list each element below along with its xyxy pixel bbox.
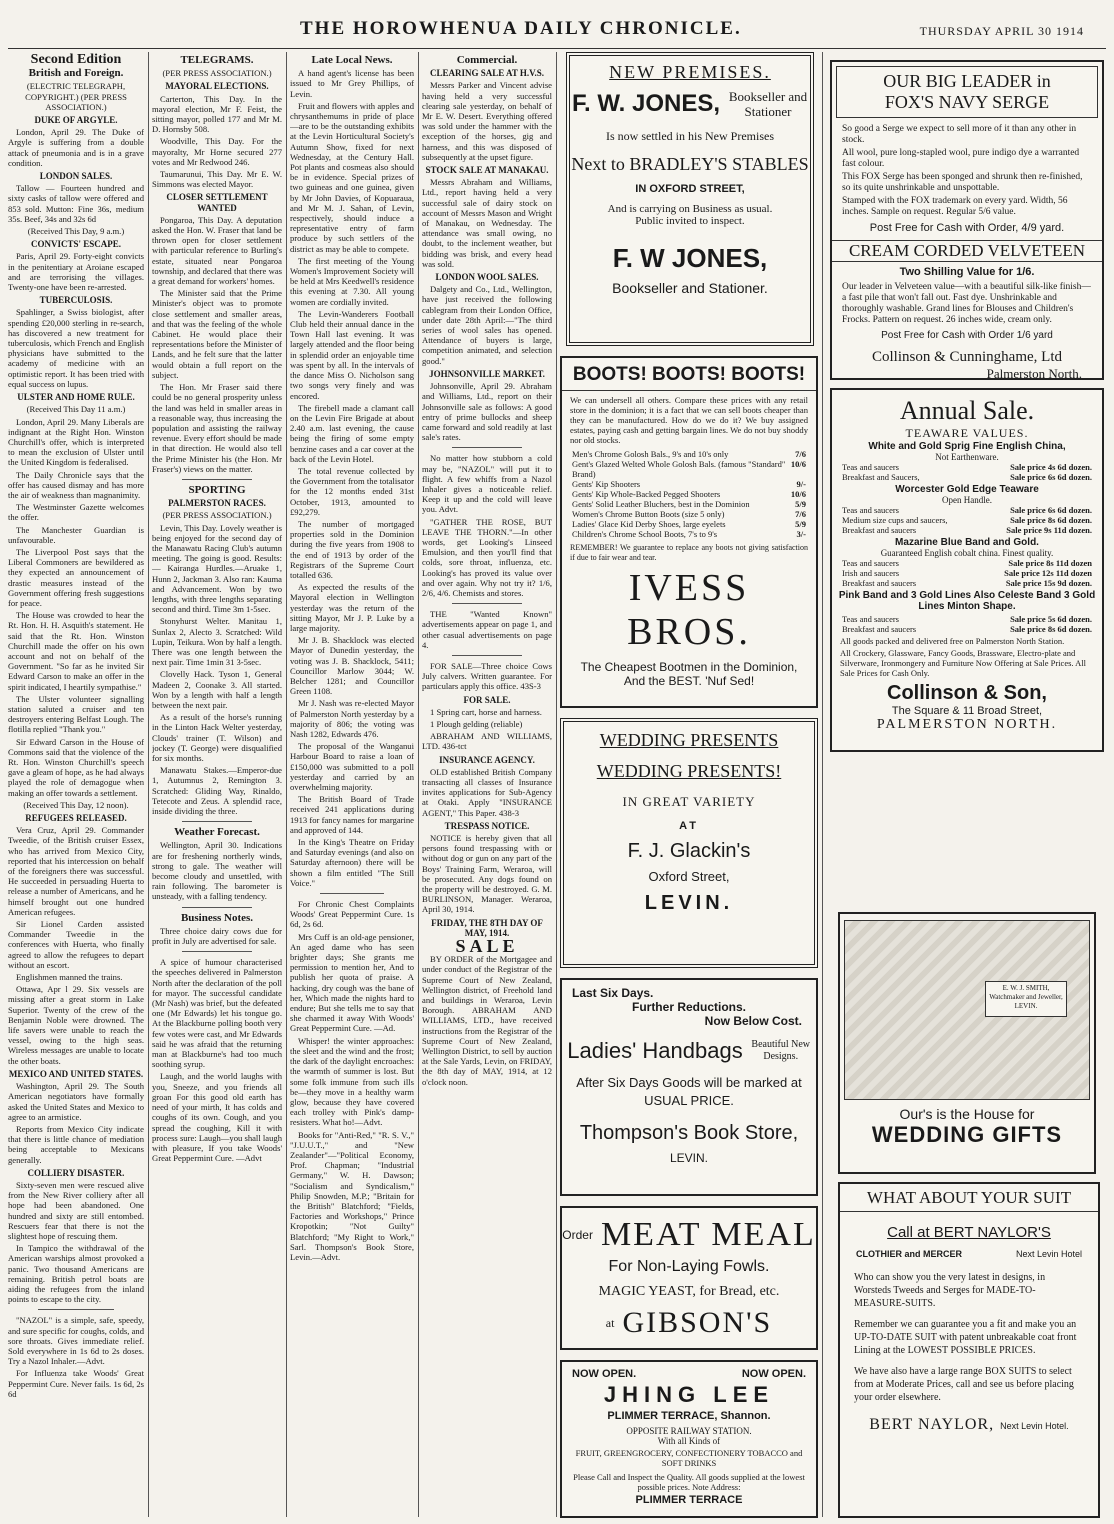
article-text: Clovelly Hack. Tyson 1, General Madeen 2, Coonake 3. All started. Won by a length with half a length between the next pair. bbox=[152, 669, 282, 710]
ad-text: White and Gold Sprig Fine English China, bbox=[868, 441, 1066, 452]
article-text: Washington, April 29. The South American negotiators have formally asked the United States and Mexico to agree to an armistice. bbox=[8, 1081, 144, 1122]
section-heading: TELEGRAMS. bbox=[180, 54, 254, 66]
price-item: Medium size cups and saucers, bbox=[842, 515, 948, 525]
article-text: The first meeting of the Young Women's Improvement Society will be held at Mrs Keedwell's residence this evening at 7.30. All young women are cordially invited. bbox=[290, 255, 414, 307]
article-heading: REFUGEES RELEASED. bbox=[25, 813, 127, 824]
ad-ewj-smith-wedding-gifts bbox=[838, 912, 1096, 1174]
price-value: 9/- bbox=[796, 479, 806, 489]
article-heading: LONDON SALES. bbox=[39, 171, 113, 182]
ad-heading: WEDDING PRESENTS! bbox=[596, 761, 782, 781]
article-text: As expected the results of the Mayoral election in Wellington yesterday was the return of the sitting Mayor, Mr J. P. Luke by a large majority. bbox=[290, 582, 414, 633]
masthead bbox=[0, 18, 1114, 48]
advertisement-text: Books for "Anti-Red," "R. S. V.," "J.U.U.T.," and "New Zealander"—"Political Economy, Prof. Chapman; "Industrial Germany," W. H. Dawson; "Socialism and Syndicalism," Philip Snowden, M.P.; "Britain for the British" Blatchford; "Fields, Factories and Workshops," Prince Kropotkin; "Not Guilty" Blatchford; "My Right to Work," Sarl. Thompson's Book Store, Levin.—Advt. bbox=[290, 1129, 414, 1262]
ad-heading: Annual Sale. bbox=[899, 396, 1035, 425]
ad-headline: Ladies' Handbags bbox=[567, 1038, 743, 1063]
article-text: In the King's Theatre on Friday and Saturday evenings (and also on Saturday afternoon) there will be shown a film entitled "The Still Voice." bbox=[290, 837, 414, 888]
article-text: Manawatu Stakes.—Emperor-due 1, Autumnus 2, Remington 3. Scratched: Gliding Way, Rinaldo, Tetecote and Zeus. A splendid race, inside dividing the three. bbox=[152, 765, 282, 817]
price-value: Sale price 8s 6d dozen. bbox=[1010, 624, 1092, 634]
price-row bbox=[562, 489, 816, 499]
divider bbox=[452, 603, 522, 604]
price-item: Gents' Kip Whole-Backed Pegged Shooters bbox=[572, 489, 721, 499]
article-text: Three choice dairy cows due for profit in July are advertised for sale. bbox=[152, 925, 282, 947]
article-text: Johnsonville, April 29. Abraham and Williams, Ltd., report on their Johnsonville sale as follows: A good entry of prime bullocks and sheep came forward and sold readily at last sale's rates. bbox=[422, 381, 552, 443]
ad-text: Beautiful New Designs. bbox=[751, 1039, 811, 1062]
ad-subtitle: Bookseller and Stationer bbox=[728, 89, 808, 119]
article-heading: ULSTER AND HOME RULE. bbox=[17, 392, 135, 403]
ad-text: Worcester Gold Edge Teaware bbox=[895, 484, 1039, 495]
price-value: Sale price 8s 11d dozen bbox=[1008, 558, 1092, 568]
ad-thompsons-handbags bbox=[560, 978, 818, 1196]
price-row bbox=[832, 558, 1102, 568]
price-row bbox=[832, 515, 1102, 525]
price-value: Sale price 8s 6d dozen. bbox=[1010, 515, 1092, 525]
price-list bbox=[562, 449, 816, 539]
section-heading: Commercial. bbox=[456, 54, 518, 66]
ad-text: Next Levin Hotel. bbox=[1000, 1421, 1069, 1431]
article-text: Messrs Abraham and Williams, Ltd., report having held a very successful sale of dairy stock on account of Messrs Mason and Wright of Manakau, on Wednesday. The attendance was small owing, no doubt, to the inclement weather, but bidding was brisk, and every head was sold. bbox=[422, 177, 552, 269]
classified-text: FOR SALE—Three choice Cows July calvers. Written guarantee. For particulars apply this office. 43S-3 bbox=[422, 660, 552, 692]
article-text: Reports from Mexico City indicate that there is little chance of mediation being acceptable to Mexicans generally. bbox=[8, 1123, 144, 1165]
price-item: Breakfast and Saucers, bbox=[842, 472, 920, 482]
article-text: The Minister said that the Prime Minister's object was to promote close settlement and smaller areas, and that was the feeling of the whole Cabinet. He would place their representations before the Minister of Lands, and he felt sure that the latter would obtain a full report on the subject. bbox=[152, 288, 282, 380]
article-text: Laugh, and the world laughs with you, Sneeze, and you friends all groan For this good old earth has need of your mirth, It has colds and coughs of its own. Cough, and you spread the coughing, Kill it with process sure: Laugh—you shall laugh with pleasure, If you take Woods' Great Peppermint Cure. —Advt bbox=[152, 1071, 282, 1164]
divider bbox=[452, 447, 522, 448]
price-value: Sale price 15s 9d dozen. bbox=[1005, 578, 1092, 588]
credit-line: (PER PRESS ASSOCIATION.) bbox=[162, 68, 272, 79]
ad-name: BERT NAYLOR, bbox=[869, 1416, 995, 1433]
price-item: Teas and saucers bbox=[842, 462, 899, 472]
ad-text: And the BEST. 'Nuf Sed! bbox=[623, 674, 755, 688]
ad-text: Next Levin Hotel bbox=[1015, 1249, 1082, 1259]
article-text: Mr J. B. Shacklock was elected Mayor of Dunedin yesterday, the voting was J. B. Shacklock, 5411; Councillor Marlow 3044; W. Belcher 1281; and Councillor Green 1108. bbox=[290, 635, 414, 697]
price-value: Sale price 6s 6d dozen. bbox=[1010, 505, 1092, 515]
price-item: Gents' Kip Shooters bbox=[572, 479, 641, 489]
price-value: 10/6 bbox=[790, 459, 806, 469]
article-text: The firebell made a clamant call on the Levin Fire Brigade at about 2.40 a.m. last evening, the cause being the firing of some empty benzine cases and a car cover at the back of the Levin Hotel. bbox=[290, 402, 414, 464]
article-text: The Daily Chronicle says that the offer has caused dismay and has more the air of weakness than magnanimity. bbox=[8, 469, 144, 500]
price-row bbox=[832, 568, 1102, 578]
edition-heading: Second Edition bbox=[30, 52, 122, 67]
ad-price: Two Shilling Value for 1/6. bbox=[899, 266, 1035, 278]
article-heading: LONDON WOOL SALES. bbox=[435, 272, 539, 283]
ad-text: Public invited to inspect. bbox=[635, 215, 745, 227]
column-rule bbox=[148, 52, 149, 1517]
ad-town: LEVIN. bbox=[1014, 1002, 1038, 1010]
ad-text: Our's is the House for bbox=[899, 1106, 1035, 1122]
masthead-rule bbox=[8, 48, 1106, 49]
ad-street: IN OXFORD STREET, bbox=[635, 183, 745, 195]
column-rule bbox=[822, 52, 823, 1517]
ad-price: Post Free for Cash with Order, 4/9 yard. bbox=[869, 222, 1065, 234]
ad-collinson-cunninghame bbox=[830, 60, 1104, 380]
article-text: Sir Edward Carson in the House of Commons said that the violence of the Rt. Hon. Winston Churchill's speech gave a gleam of hope, as he had always played the role of demagogue when making an offer towards a settlement. bbox=[8, 736, 144, 798]
classified-text: 1 Plough gelding (reliable) bbox=[430, 718, 523, 729]
price-item: Women's Chrome Button Boots (size 5 only) bbox=[572, 509, 725, 519]
received-line: (Received This Day, 9 a.m.) bbox=[27, 226, 125, 237]
classified-heading: TRESPASS NOTICE. bbox=[444, 820, 530, 831]
ad-text: Please Call and Inspect the Quality. All goods supplied at the lowest possible prices. Note Address: bbox=[573, 1472, 805, 1492]
article-text: Sixty-seven men were rescued alive from the New River colliery after all hope had been abandoned. One hundred and sixty are still entombed. Rescuers fear that there is not the slightest hope of rescuing them. bbox=[8, 1179, 144, 1241]
article-heading: TUBERCULOSIS. bbox=[39, 295, 113, 306]
article-text: A spice of humour characterised the speeches delivered in Palmerston North after the declaration of the poll for mayor. The successful candidate (Mr Nash) was brief, but the defeated one (Mr Edwards) let his tongue go. At the Blackburne polling booth very few votes were cast, and Mr Edwards said he was afraid that the returning man at Blackburne's had too much soothing syrup. bbox=[152, 957, 282, 1070]
ad-town: LEVIN. bbox=[644, 892, 734, 914]
price-value: Sale price 9s 11d dozen. bbox=[1006, 525, 1092, 535]
ad-headline: CREAM CORDED VELVETEEN bbox=[832, 240, 1102, 262]
ad-text: REMEMBER! We guarantee to replace any boots not giving satisfaction if due to fair wear and tear. bbox=[570, 543, 808, 562]
ad-street: PLIMMER TERRACE, Shannon. bbox=[607, 1410, 771, 1422]
ad-text: All wool, pure long-stapled wool, pure indigo dye a warranted fast colour. bbox=[842, 148, 1080, 169]
advertisement-text: "NAZOL" is a simple, safe, speedy, and sure specific for coughs, colds, and sore throats. Gives immediate relief. Sold everywhere in 1s 6d to 2s doses. Try a Nazol Inhaler.—Advt. bbox=[8, 1315, 144, 1367]
ad-text: Now Below Cost. bbox=[704, 1014, 802, 1028]
advertisement-text: For Chronic Chest Complaints Woods' Great Peppermint Cure. 1s 6d, 2s 6d. bbox=[290, 899, 414, 930]
price-row bbox=[832, 505, 1102, 515]
price-item: Men's Chrome Golosh Bals., 9's and 10's only bbox=[572, 449, 729, 459]
article-text: The Ulster volunteer signalling station saluted a cruiser and ten destroyers entering Belfast Lough. The flotilla replied "Thank you." bbox=[8, 693, 144, 735]
ad-headline: Next to BRADLEY'S STABLES bbox=[571, 154, 809, 174]
advertisement-text: Whisper! the winter approaches: the sleet and the wind and the frost; the dark of the daylight encroaches: the warmth of summer is lost. But some folk immune from such ills be—they move in a healthy warm glow, because they have covered each trolley with Pink's damp-resisters. What ho!—Advt. bbox=[290, 1035, 414, 1128]
ad-text: Stamped with the FOX trademark on every yard. Width, 56 inches. Sample on request. Regular 5/6 value. bbox=[842, 196, 1068, 217]
ad-text: We can undersell all others. Compare these prices with any retail store in the dominion; it is a fact that we can sell boots cheaper than they can be manufactured. How do we do it? We buy assigned estates, paying cash and getting bargain lines. We do not buy shoddy nor old stocks. bbox=[570, 395, 808, 445]
ad-text: CLOTHIER and MERCER bbox=[856, 1249, 963, 1259]
article-text: Englishmen manned the trains. bbox=[16, 972, 123, 983]
article-text: Carterton, This Day. In the mayoral election, Mr F. Feist, the sitting mayor, polled 177 and Mr M. D. Hornsby 508. bbox=[152, 93, 282, 135]
article-text: Taumarunui, This Day. Mr E. W. Simmons was elected Mayor. bbox=[152, 169, 282, 190]
column-local-news bbox=[290, 52, 414, 1517]
ad-heading: FOX'S NAVY SERGE bbox=[884, 92, 1050, 112]
ad-name: Collinson & Son, bbox=[887, 682, 1047, 704]
price-row bbox=[832, 614, 1102, 624]
credit-line: (PER PRESS ASSOCIATION.) bbox=[162, 510, 272, 521]
ad-street: The Square & 11 Broad Street, bbox=[891, 705, 1043, 717]
price-row bbox=[832, 472, 1102, 482]
divider bbox=[182, 821, 252, 822]
article-text: The House was crowded to hear the Rt. Hon. H. H. Asquith's statement. He said that the Rt. Hon. Winston Churchill made the offer on his own account and not on behalf of the Government. "So far as he invited Sir Edward Carson to make an offer in the spirit indicated, I heartily sympathise." bbox=[8, 610, 144, 692]
divider bbox=[452, 655, 522, 656]
article-heading: STOCK SALE AT MANAKAU. bbox=[425, 165, 549, 176]
ad-text: NOW OPEN. bbox=[572, 1368, 637, 1380]
ad-town: LEVIN. bbox=[669, 1151, 708, 1165]
received-line: (Received This Day, 12 noon). bbox=[23, 799, 129, 810]
ad-text: All goods packed and delivered free on Palmerston North Station. bbox=[840, 636, 1065, 646]
classified-heading: FOR SALE. bbox=[463, 694, 511, 705]
article-text: The Hon. Mr Fraser said there could be no general prosperity unless the land was held in smaller areas in a reasonable way, thus increasing the population and assisting the railway revenue. Every effort should be made in that direction. He would also tell the Prime Minister his (the Hon. Mr Fraser's) views on the matter. bbox=[152, 382, 282, 474]
article-heading: MEXICO AND UNITED STATES. bbox=[8, 1068, 144, 1079]
price-item: Teas and saucers bbox=[842, 614, 899, 624]
ad-name: E. W. J. SMITH, bbox=[1002, 984, 1050, 992]
article-text: Ottawa, Apr l 29. Six vessels are missing after a great storm in Lake Superior. Twenty of the crew of the Benjamin Noble were drowned. The life savers were unable to reach the vessel, owing to the high seas. Wireless messages are unable to locate the other boats. bbox=[8, 984, 144, 1066]
ad-text: For Non-Laying Fowls. bbox=[608, 1258, 770, 1275]
ad-name: IVESS BROS. bbox=[627, 567, 751, 653]
article-text: The Levin-Wanderers Football Club held their annual dance in the Town Hall last evening. It was largely attended and the floor being in splendid order an enjoyable time was spent by all. In the intervals of the dance Miss O. Nicholson sang two songs very finely and was encored. bbox=[290, 308, 414, 401]
credit-line: (ELECTRIC TELEGRAPH, COPYRIGHT.) (PER PRESS ASSOCIATION.) bbox=[25, 81, 127, 112]
ad-text: OPPOSITE RAILWAY STATION. bbox=[626, 1426, 752, 1436]
ad-fw-jones bbox=[566, 52, 814, 346]
divider bbox=[182, 907, 252, 908]
article-text: London, April 29. Many Liberals are indignant at the Right Hon. Winston Churchill's offer, which is interpreted to mean the exclusion of Ulster until the United Kingdom is federalised. bbox=[8, 416, 144, 468]
ad-name: JHING LEE bbox=[603, 1382, 775, 1407]
article-text: Sir Lionel Carden assisted Commander Tweedie in the conferences with Huerta, who finally agreed to allow the refugees to depart without an escort. bbox=[8, 919, 144, 970]
ad-text: Our leader in Velveteen value—with a beautiful silk-like finish—a fast pile that won't fall out. Fast dye. Unshrinkable and thoroughly washable. Grand lines for Blouses and Children's Frocks. Pattern on request. 26 inches wide, cream only. bbox=[842, 282, 1091, 325]
ad-text: And is carrying on Business as usual. bbox=[607, 203, 773, 215]
masthead-title: THE HOROWHENUA DAILY CHRONICLE. bbox=[300, 18, 742, 39]
advertisement-text: Mrs Cuff is an old-age pensioner, An aged dame who has seen brighter days; She grants me permission to mention her, And to publish her quota of praise. A hacking, dry cough was the bane of her, Which made the nights hard to endure; But she tells me to say that she charmed it away With Woods' Great Peppermint Cure. —Ad. bbox=[290, 931, 414, 1034]
ad-price: Post Free for Cash with Order 1/6 yard bbox=[881, 330, 1053, 341]
article-text: Paris, April 29. Forty-eight convicts in the penitentiary at Aroiane escaped and are terrorising the villages. Twenty-one have been re-arrested. bbox=[8, 251, 144, 293]
ad-text: at bbox=[605, 1315, 615, 1330]
article-text: The Westminster Gazette welcomes the offer. bbox=[8, 502, 144, 523]
ad-text: AT bbox=[679, 820, 699, 832]
ad-name: Thompson's Book Store, bbox=[579, 1122, 799, 1144]
divider bbox=[182, 951, 252, 952]
ad-street: PLIMMER TERRACE bbox=[635, 1494, 743, 1506]
price-list bbox=[832, 462, 1102, 482]
article-text: Vera Cruz, April 29. Commander Tweedie, of the British cruiser Essex, who has arrived from Mexico City, reported that his intercession on behalf of the foreigners there was successful. He succeeded in persuading Huerta to release a number of Americans, and he himself brought out one hundred American refugees. bbox=[8, 825, 144, 917]
ad-text: So good a Serge we expect to sell more of it than any other in stock. bbox=[842, 124, 1077, 145]
ad-town: Palmerston North. bbox=[986, 366, 1082, 380]
ad-text: This FOX Serge has been sponged and shrunk then re-finished, so its quite unshrinkable and unspottable. bbox=[842, 172, 1083, 193]
price-value: Sale price 4s 6d dozen. bbox=[1010, 462, 1092, 472]
ad-town: PALMERSTON NORTH. bbox=[876, 717, 1058, 732]
ad-text: Not Earthenware. bbox=[935, 452, 999, 462]
ad-text: Pink Band and 3 Gold Lines Also Celeste Band 3 Gold Lines Minton Shape. bbox=[838, 590, 1096, 612]
ad-name: F. W. JONES, bbox=[571, 90, 721, 117]
section-heading: SPORTING bbox=[188, 483, 246, 496]
price-row bbox=[832, 624, 1102, 634]
price-row bbox=[562, 509, 816, 519]
article-text: The total revenue collected by the Government from the totalisator for the 12 months ended 31st October, 1913, amounted to £92,279. bbox=[290, 465, 414, 517]
ad-text: Remember we can guarantee you a fit and make you an UP-TO-DATE SUIT with patent unbreakable coat front Lining at the LOWEST POSSIBLE PRICES. bbox=[854, 1319, 1077, 1356]
ad-headline: MEAT MEAL bbox=[600, 1216, 816, 1253]
section-heading: Late Local News. bbox=[311, 54, 393, 66]
ad-gibsons-meat-meal bbox=[560, 1206, 818, 1350]
classified-text: ABRAHAM AND WILLIAMS, LTD. 436-tct bbox=[422, 731, 552, 752]
article-heading: PALMERSTON RACES. bbox=[168, 498, 266, 509]
ad-heading: WEDDING PRESENTS bbox=[599, 730, 779, 750]
classified-heading: INSURANCE AGENCY. bbox=[439, 754, 535, 765]
price-row bbox=[832, 578, 1102, 588]
article-text: Mr J. Nash was re-elected Mayor of Palmerston North yesterday by a majority of 806; the voting was Nash 1282, Edwards 476. bbox=[290, 698, 414, 739]
received-line: (Received This Day 11 a.m.) bbox=[26, 404, 126, 415]
price-list bbox=[832, 614, 1102, 634]
ad-text: We have also have a large range BOX SUITS to select from at Moderate Prices, call and see us before placing your order elsewhere. bbox=[854, 1366, 1074, 1403]
ad-text: IN GREAT VARIETY bbox=[622, 794, 756, 809]
price-item: Gents' Solid Leather Bluchers, best in the Dominion bbox=[572, 499, 750, 509]
advertisement-text: No matter how stubborn a cold may be, "NAZOL" will put it to flight. A few whiffs from a Nazol Inhaler gives a noticeable relief. Keep it up and the cold will leave you. Advt. bbox=[422, 453, 552, 515]
ad-text: Is now settled in his New Premises bbox=[606, 129, 774, 143]
ad-heading: OUR BIG LEADER in bbox=[883, 71, 1051, 91]
article-heading: CLEARING SALE AT H.V.S. bbox=[429, 68, 545, 79]
price-item: Teas and saucers bbox=[842, 505, 899, 515]
ad-subtitle: Bookseller and Stationer. bbox=[612, 280, 768, 296]
price-item: Breakfast and saucers bbox=[842, 624, 917, 634]
section-heading: British and Foreign. bbox=[28, 67, 124, 80]
article-heading: DUKE OF ARGYLE. bbox=[34, 115, 118, 126]
price-item: Breakfast and saucers bbox=[842, 578, 917, 588]
price-value: 7/6 bbox=[795, 449, 806, 459]
price-row bbox=[832, 462, 1102, 472]
ad-jhing-lee bbox=[560, 1360, 818, 1518]
masthead-date: THURSDAY APRIL 30 1914 bbox=[919, 24, 1084, 38]
column-british-foreign bbox=[8, 52, 144, 1517]
ad-text: Mazarine Blue Band and Gold. bbox=[895, 537, 1039, 548]
ad-name: F. J. Glackin's bbox=[627, 840, 751, 862]
ad-text: NOW OPEN. bbox=[741, 1368, 806, 1380]
ad-subheading: TEAWARE VALUES. bbox=[905, 426, 1029, 440]
price-row bbox=[562, 459, 816, 479]
article-heading: CONVICTS' ESCAPE. bbox=[30, 239, 122, 250]
divider bbox=[320, 893, 384, 894]
article-text: As a result of the horse's running in the Linton Hack Welter yesterday, Clouds' trainer (T. Wilson) and jockey (T. George) were disqualified for six months. bbox=[152, 712, 282, 763]
ad-text: Further Reductions. bbox=[631, 1000, 746, 1014]
article-text: Levin, This Day. Lovely weather is being enjoyed for the second day of the Manawatu Racing Club's autumn meeting. The going is good. Results:— Kairanga Hurdles.—Aruake 1, Hunn 2, Jackman 3. Also ran: Kauma and Advancement. Won by two lengths, with three lengths separating second and third. Time 3m 1-5sec. bbox=[152, 522, 282, 615]
price-value: Sale price 6s 6d dozen. bbox=[1010, 472, 1092, 482]
ad-text: FRUIT, GREENGROCERY, CONFECTIONERY TOBACCO and SOFT DRINKS bbox=[575, 1448, 803, 1468]
ad-bert-naylor bbox=[838, 1182, 1100, 1518]
price-value: Sale price 12s 11d dozen bbox=[1004, 568, 1092, 578]
notice-text: THE "Wanted Known" advertisements appear on page 1, and other casual advertisements on page 4. bbox=[422, 609, 552, 650]
article-text: Pongaroa, This Day. A deputation asked the Hon. W. Fraser that land be thrown open for closer settlement with particular reference to Burling's estate, situated near Pongaroa township, and declared that there was a great demand for workers' homes. bbox=[152, 214, 282, 287]
ad-name: F. W JONES, bbox=[612, 243, 768, 273]
ad-name: GIBSON'S bbox=[622, 1306, 773, 1339]
article-text: The Manchester Guardian is unfavourable. bbox=[8, 524, 144, 545]
price-row bbox=[562, 519, 816, 529]
article-text: Tallow — Fourteen hundred and sixty casks of tallow were offered and 853 sold. Mutton: Fine 36s, medium 35s. Beef, 34s and 32s 6d bbox=[8, 183, 144, 224]
sale-date: FRIDAY, THE 8TH DAY OF MAY, 1914. bbox=[431, 917, 543, 938]
classified-text: 1 Spring cart, horse and harness. bbox=[430, 706, 542, 717]
price-item: Irish and saucers bbox=[842, 568, 900, 578]
article-text: Spahlinger, a Swiss biologist, after spending £20,000 sterling in re-search, has discovered a new treatment for tuberculosis, which French and English physicians have submitted to the academy of medicine with an optimistic report. It has been tried with equal success on lupus. bbox=[8, 307, 144, 389]
sale-title: SALE bbox=[455, 936, 519, 957]
shop-illustration bbox=[844, 920, 1090, 1100]
article-text: In Tampico the withdrawal of the American warships almost provoked a panic. Two thousand Americans are remaining. British petrol boats are aiding the refugees from the inland points to escape to the city. bbox=[8, 1243, 144, 1305]
ad-text: Watchmaker and Jeweller, bbox=[989, 993, 1063, 1001]
ad-ivess-bros-boots bbox=[560, 356, 818, 708]
article-text: Stonyhurst Welter. Manitau 1, Sunlax 2, Alecto 3. Scratched: Wild Lupin, Teikura. Won by half a length. There was one length between the next pair. Time 1min 31 3-5sec. bbox=[152, 616, 282, 668]
column-rule bbox=[286, 52, 287, 1517]
price-item: Ladies' Glace Kid Derby Shoes, large eyelets bbox=[572, 519, 726, 529]
article-text: The Liverpool Post says that the Liberal Commoners are bewildered as they expected an announcement of drastic measures instead of the Government offering fresh suggestions for peace. bbox=[8, 546, 144, 608]
ad-text: Order bbox=[562, 1228, 593, 1242]
article-text: London, April 29. The Duke of Argyle is suffering from a double attack of pneumonia and is in a grave condition. bbox=[8, 127, 144, 168]
ad-street: Oxford Street, bbox=[648, 869, 730, 884]
price-item: Breakfast and saucers bbox=[842, 525, 917, 535]
ad-text: MAGIC YEAST, for Bread, etc. bbox=[598, 1284, 780, 1299]
price-value: 5/9 bbox=[795, 519, 806, 529]
price-item: Children's Chrome School Boots, 7's to 9's bbox=[572, 529, 718, 539]
article-text: The British Board of Trade received 241 applications during 1913 for fancy names for margarine and approved of 144. bbox=[290, 794, 414, 835]
article-text: Wellington, April 30. Indications are for freshening northerly winds, strong to gale. The weather will become cloudy and unsettled, with rain following. The barometer is unsteady, with a falling tendency. bbox=[152, 840, 282, 902]
classified-text: OLD established British Company transacting all classes of Insurance invites applications for Sub-Agency at Otaki. Apply "INSURANCE AGENT," This Paper. 438-3 bbox=[422, 766, 552, 818]
ad-text: Guaranteed English cobalt china. Finest quality. bbox=[880, 548, 1054, 558]
price-item: Teas and saucers bbox=[842, 558, 899, 568]
price-value: Sale price 5s 6d dozen. bbox=[1010, 614, 1092, 624]
price-row bbox=[832, 525, 1102, 535]
ad-collinson-son-annual-sale bbox=[830, 388, 1104, 752]
article-text: Fruit and flowers with apples and chrysanthemums in pride of place—are to be the outstanding exhibits at the Levin Horticultural Society's Autumn Show, fixed for next Wednesday, at the Century Hall. Pot plants and cosmeas also should be in evidence. Special prizes of two guineas and one guinea, given by Mr John Davies, of Kopuaraua, and Mr M. J. Sahan, of Levin, respectively, should induce a representative entry of farm produce by such settlers of the district as may be able to compete. bbox=[290, 100, 414, 254]
ad-text: With all Kinds of bbox=[657, 1436, 721, 1446]
price-value: 3/- bbox=[796, 529, 806, 539]
ad-glackin-wedding bbox=[560, 718, 818, 968]
advertisement-text: For Influenza take Woods' Great Peppermint Cure. Never fails. 1s 6d, 2s 6d bbox=[8, 1368, 144, 1399]
divider bbox=[38, 1309, 114, 1310]
ad-text: The Cheapest Bootmen in the Dominion, bbox=[580, 660, 798, 674]
classified-text: NOTICE is hereby given that all persons found trespassing with or without dog or gun on any part of the Boys' Training Farm, Weraroa, will be prosecuted. Any dogs found on the property will be destroyed. G. M. BURLINSON, Manager. Weraroa, April 30, 1914. bbox=[422, 833, 552, 915]
section-heading: Business Notes. bbox=[180, 911, 254, 924]
ad-headline: WEDDING GIFTS bbox=[871, 1122, 1063, 1147]
price-row bbox=[562, 499, 816, 509]
price-list bbox=[832, 505, 1102, 535]
article-heading: JOHNSONVILLE MARKET. bbox=[429, 368, 545, 379]
classified-text: BY ORDER of the Mortgagee and under conduct of the Registrar of the Supreme Court of New Zealand, Wellington district, of Freehold land and buildings in Weraroa, Levin Borough. ABRAHAM AND WILLIAMS, LTD., have received instructions from the Registrar of the Supreme Court of New Zealand, Wellington District, to sell by auction at the Sale Yards, Levin, on FRIDAY, the 8th day of MAY, 1914, at 12 o'clock noon. bbox=[422, 954, 552, 1087]
price-list bbox=[832, 558, 1102, 588]
divider bbox=[182, 479, 252, 480]
column-rule bbox=[418, 52, 419, 1517]
article-heading: COLLIERY DISASTER. bbox=[27, 1167, 125, 1178]
price-item: Gent's Glazed Welted Whole Golosh Bals. (famous "Standard" Brand) bbox=[572, 459, 786, 479]
ad-name: Collinson & Cunninghame, Ltd bbox=[872, 349, 1062, 365]
price-row bbox=[562, 529, 816, 539]
article-text: The proposal of the Wanganui Harbour Board to raise a loan of £150,000 was submitted to a poll yesterday and carried by an overwhelming majority. bbox=[290, 741, 414, 793]
ad-headline: Call at BERT NAYLOR'S bbox=[887, 1224, 1051, 1241]
ad-heading: BOOTS! BOOTS! BOOTS! bbox=[562, 364, 816, 391]
article-heading: CLOSER SETTLEMENT WANTED bbox=[166, 192, 268, 213]
column-rule bbox=[556, 52, 557, 1517]
article-heading: MAYORAL ELECTIONS. bbox=[165, 81, 269, 92]
article-text: A hand agent's license has been issued to Mr Grey Phillips, of Levin. bbox=[290, 68, 414, 99]
price-value: 5/9 bbox=[795, 499, 806, 509]
ad-text: All Crockery, Glassware, Fancy Goods, Brassware, Electro-plate and Silverware, Ironmongery and Furniture Now Offering at Sale Prices. All Sale Prices for Cash Only. bbox=[840, 648, 1087, 678]
advertisement-text: "GATHER THE ROSE, BUT LEAVE THE THORN."—In other words, get Looking's Linseed Emulsion, and then you'll find that colds, sore throat, influenza, etc. Looking's has proved its value over and over again. Why not try it? 1/6, 2/6, 4/6. Chemists and stores. bbox=[422, 516, 552, 598]
price-row bbox=[562, 449, 816, 459]
ad-heading: WHAT ABOUT YOUR SUIT bbox=[840, 1188, 1098, 1212]
ad-text: Open Handle. bbox=[942, 495, 992, 505]
article-text: Messrs Parker and Vincent advise having held a very successful clearing sale yesterday, on behalf of Mr E. W. Desert. Everything offered was sold under the hammer with the exception of the horses, gig and harness, and this was disposed of subsequently at the upset figure. bbox=[422, 80, 552, 162]
column-commercial bbox=[422, 52, 552, 1517]
ad-heading: NEW PREMISES. bbox=[609, 62, 771, 82]
column-telegrams bbox=[152, 52, 282, 1517]
ad-text: After Six Days Goods will be marked at USUAL PRICE. bbox=[576, 1075, 802, 1108]
price-row bbox=[562, 479, 816, 489]
price-value: 10/6 bbox=[790, 489, 806, 499]
ad-text: Who can show you the very latest in designs, in Worsteds Tweeds and Serges for MADE-TO-MEASURE-SUITS. bbox=[854, 1272, 1046, 1309]
section-heading: Weather Forecast. bbox=[174, 826, 260, 839]
article-text: Dalgety and Co., Ltd., Wellington, have just received the following cablegram from their London Office, under date 28th April:—"The third series of wool sales has opened. Attendance of buyers is large, competition animated, and selection good." bbox=[422, 284, 552, 366]
article-text: The number of mortgaged properties sold in the Dominion during the five years from 1908 to the end of 1913 by order of the Registrars of the Supreme Court totalled 636. bbox=[290, 518, 414, 580]
shop-sign bbox=[985, 981, 1067, 1017]
price-value: 7/6 bbox=[795, 509, 806, 519]
article-text: Woodville, This Day. For the mayoralty, Mr Horne secured 277 votes and Mr Redwood 246. bbox=[152, 136, 282, 167]
ad-text: Last Six Days. bbox=[572, 986, 654, 1000]
